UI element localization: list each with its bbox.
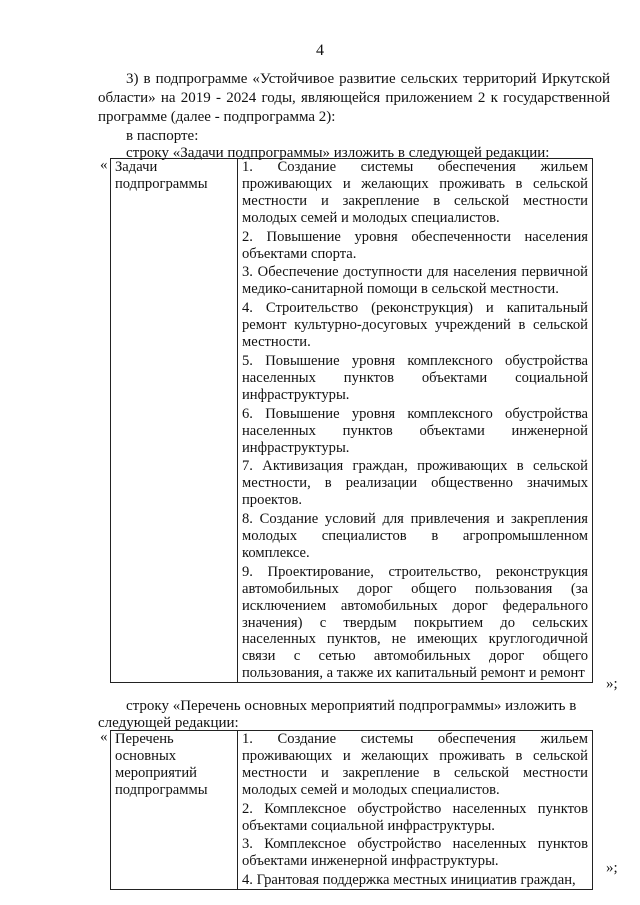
- task-item: 7. Активизация граждан, проживающих в сельской местности, в реализации общественно значимых проектов.: [242, 458, 588, 509]
- activities-label: Перечень основных мероприятий подпрограммы: [111, 731, 238, 890]
- page-number: 4: [316, 42, 324, 59]
- task-item: 3. Обеспечение доступности для населения первичной медико-санитарной помощи в сельской местности.: [242, 264, 588, 298]
- task-item: 4. Строительство (реконструкция) и капитальный ремонт культурно-досуговых учреждений в сельской местности.: [242, 300, 588, 351]
- activities-table: [110, 730, 593, 890]
- task-item: 6. Повышение уровня комплексного обустройства населенных пунктов объектами инженерной инфраструктуры.: [242, 405, 588, 456]
- task-item: 5. Повышение уровня комплексного обустройства населенных пунктов объектами социальной инфраструктуры.: [242, 352, 588, 403]
- activity-item: 3. Комплексное обустройство населенных пунктов объектами инженерной инфраструктуры.: [242, 836, 588, 870]
- task-item: 8. Создание условий для привлечения и закрепления молодых специалистов в агропромышленном комплексе.: [242, 511, 588, 561]
- opening-quote-1: «: [100, 157, 108, 173]
- activity-item: 2. Комплексное обустройство населенных пунктов объектами социальной инфраструктуры.: [242, 800, 588, 834]
- task-item: 9. Проектирование, строительство, реконструкция автомобильных дорог общего пользования (за исключением автомобильных дорог федерального значения) с твердым покрытием до сельских населенных пунктов, не имеющих круглогодичной связи с сетью автомобильных дорог общего пользования, а также их капитальный ремонт и ремонт: [242, 563, 588, 682]
- in-passport-line: в паспорте:: [126, 128, 199, 144]
- activities-row: [111, 731, 593, 890]
- activity-item: 4. Грантовая поддержка местных инициатив граждан,: [242, 872, 576, 889]
- tasks-table: [110, 158, 593, 683]
- tasks-label: Задачи подпрограммы: [111, 159, 238, 683]
- task-item: 1. Создание системы обеспечения жильем проживающих и желающих проживать в сельской местности и закрепление в сельской местности молодых семей и молодых специалистов.: [242, 159, 588, 226]
- row1-instruction: строку «Задачи подпрограммы» изложить в следующей редакции:: [126, 145, 550, 161]
- opening-quote-2: «: [100, 729, 108, 745]
- tasks-row: [111, 159, 593, 683]
- closing-quote-1: »;: [606, 676, 618, 692]
- tasks-content: [238, 159, 593, 683]
- activities-content: [238, 731, 593, 890]
- row2-instruction-cont: следующей редакции:: [98, 715, 239, 731]
- closing-quote-2: »;: [606, 860, 618, 876]
- task-item: 2. Повышение уровня обеспеченности населения объектами спорта.: [242, 228, 588, 262]
- point-3-paragraph: 3) в подпрограмме «Устойчивое развитие сельских территорий Иркутской области» на 2019 - 2024 годы, являющейся приложением 2 к государственной программе (далее - подпрограмма 2):: [98, 71, 610, 125]
- activity-item: 1. Создание системы обеспечения жильем проживающих и желающих проживать в сельской местности и закрепление в сельской местности молодых семей и молодых специалистов.: [242, 731, 588, 798]
- row2-instruction: строку «Перечень основных мероприятий подпрограммы» изложить в: [126, 698, 577, 714]
